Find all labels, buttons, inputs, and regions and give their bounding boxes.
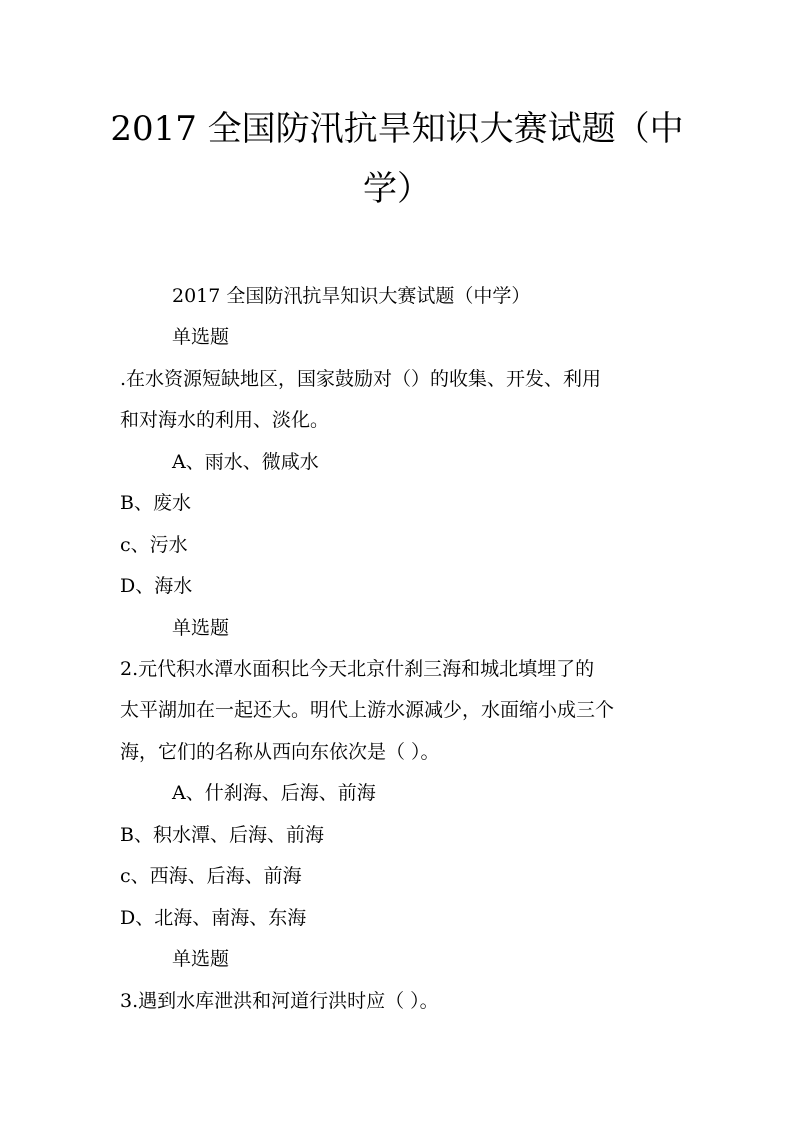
question-2-text-line-1: 2.元代积水潭水面积比今天北京什刹三海和城北填埋了的 [120,658,595,680]
question-3-type-label: 单选题 [172,948,230,970]
question-1-text-line-1: .在水资源短缺地区，国家鼓励对（）的收集、开发、利用 [120,368,602,390]
question-2-option-d: D、北海、南海、东海 [120,907,307,929]
question-2-option-a: A、什刹海、后海、前海 [172,782,376,804]
document-subtitle: 2017 全国防汛抗旱知识大赛试题（中学） [172,285,531,307]
document-title-line-1: 2017 全国防汛抗旱知识大赛试题（中 [110,109,684,149]
question-2-text-line-2: 太平湖加在一起还大。明代上游水源减少，水面缩小成三个 [120,699,615,721]
question-1-text-line-2: 和对海水的利用、淡化。 [120,409,330,431]
question-2-option-c: c、西海、后海、前海 [120,865,302,887]
question-1-option-d: D、海水 [120,575,193,597]
question-1-option-b: B、废水 [120,492,191,514]
question-2-option-b: B、积水潭、后海、前海 [120,824,324,846]
question-1-option-c: c、污水 [120,534,188,556]
question-1-type-label: 单选题 [172,326,230,348]
question-2-type-label: 单选题 [172,617,230,639]
document-title-line-2: 学） [363,169,431,209]
question-3-text-line-1: 3.遇到水库泄洪和河道行洪时应（ ）。 [120,990,439,1012]
question-2-text-line-3: 海，它们的名称从西向东依次是（ ）。 [120,741,440,763]
question-1-option-a: A、雨水、微咸水 [172,451,319,473]
